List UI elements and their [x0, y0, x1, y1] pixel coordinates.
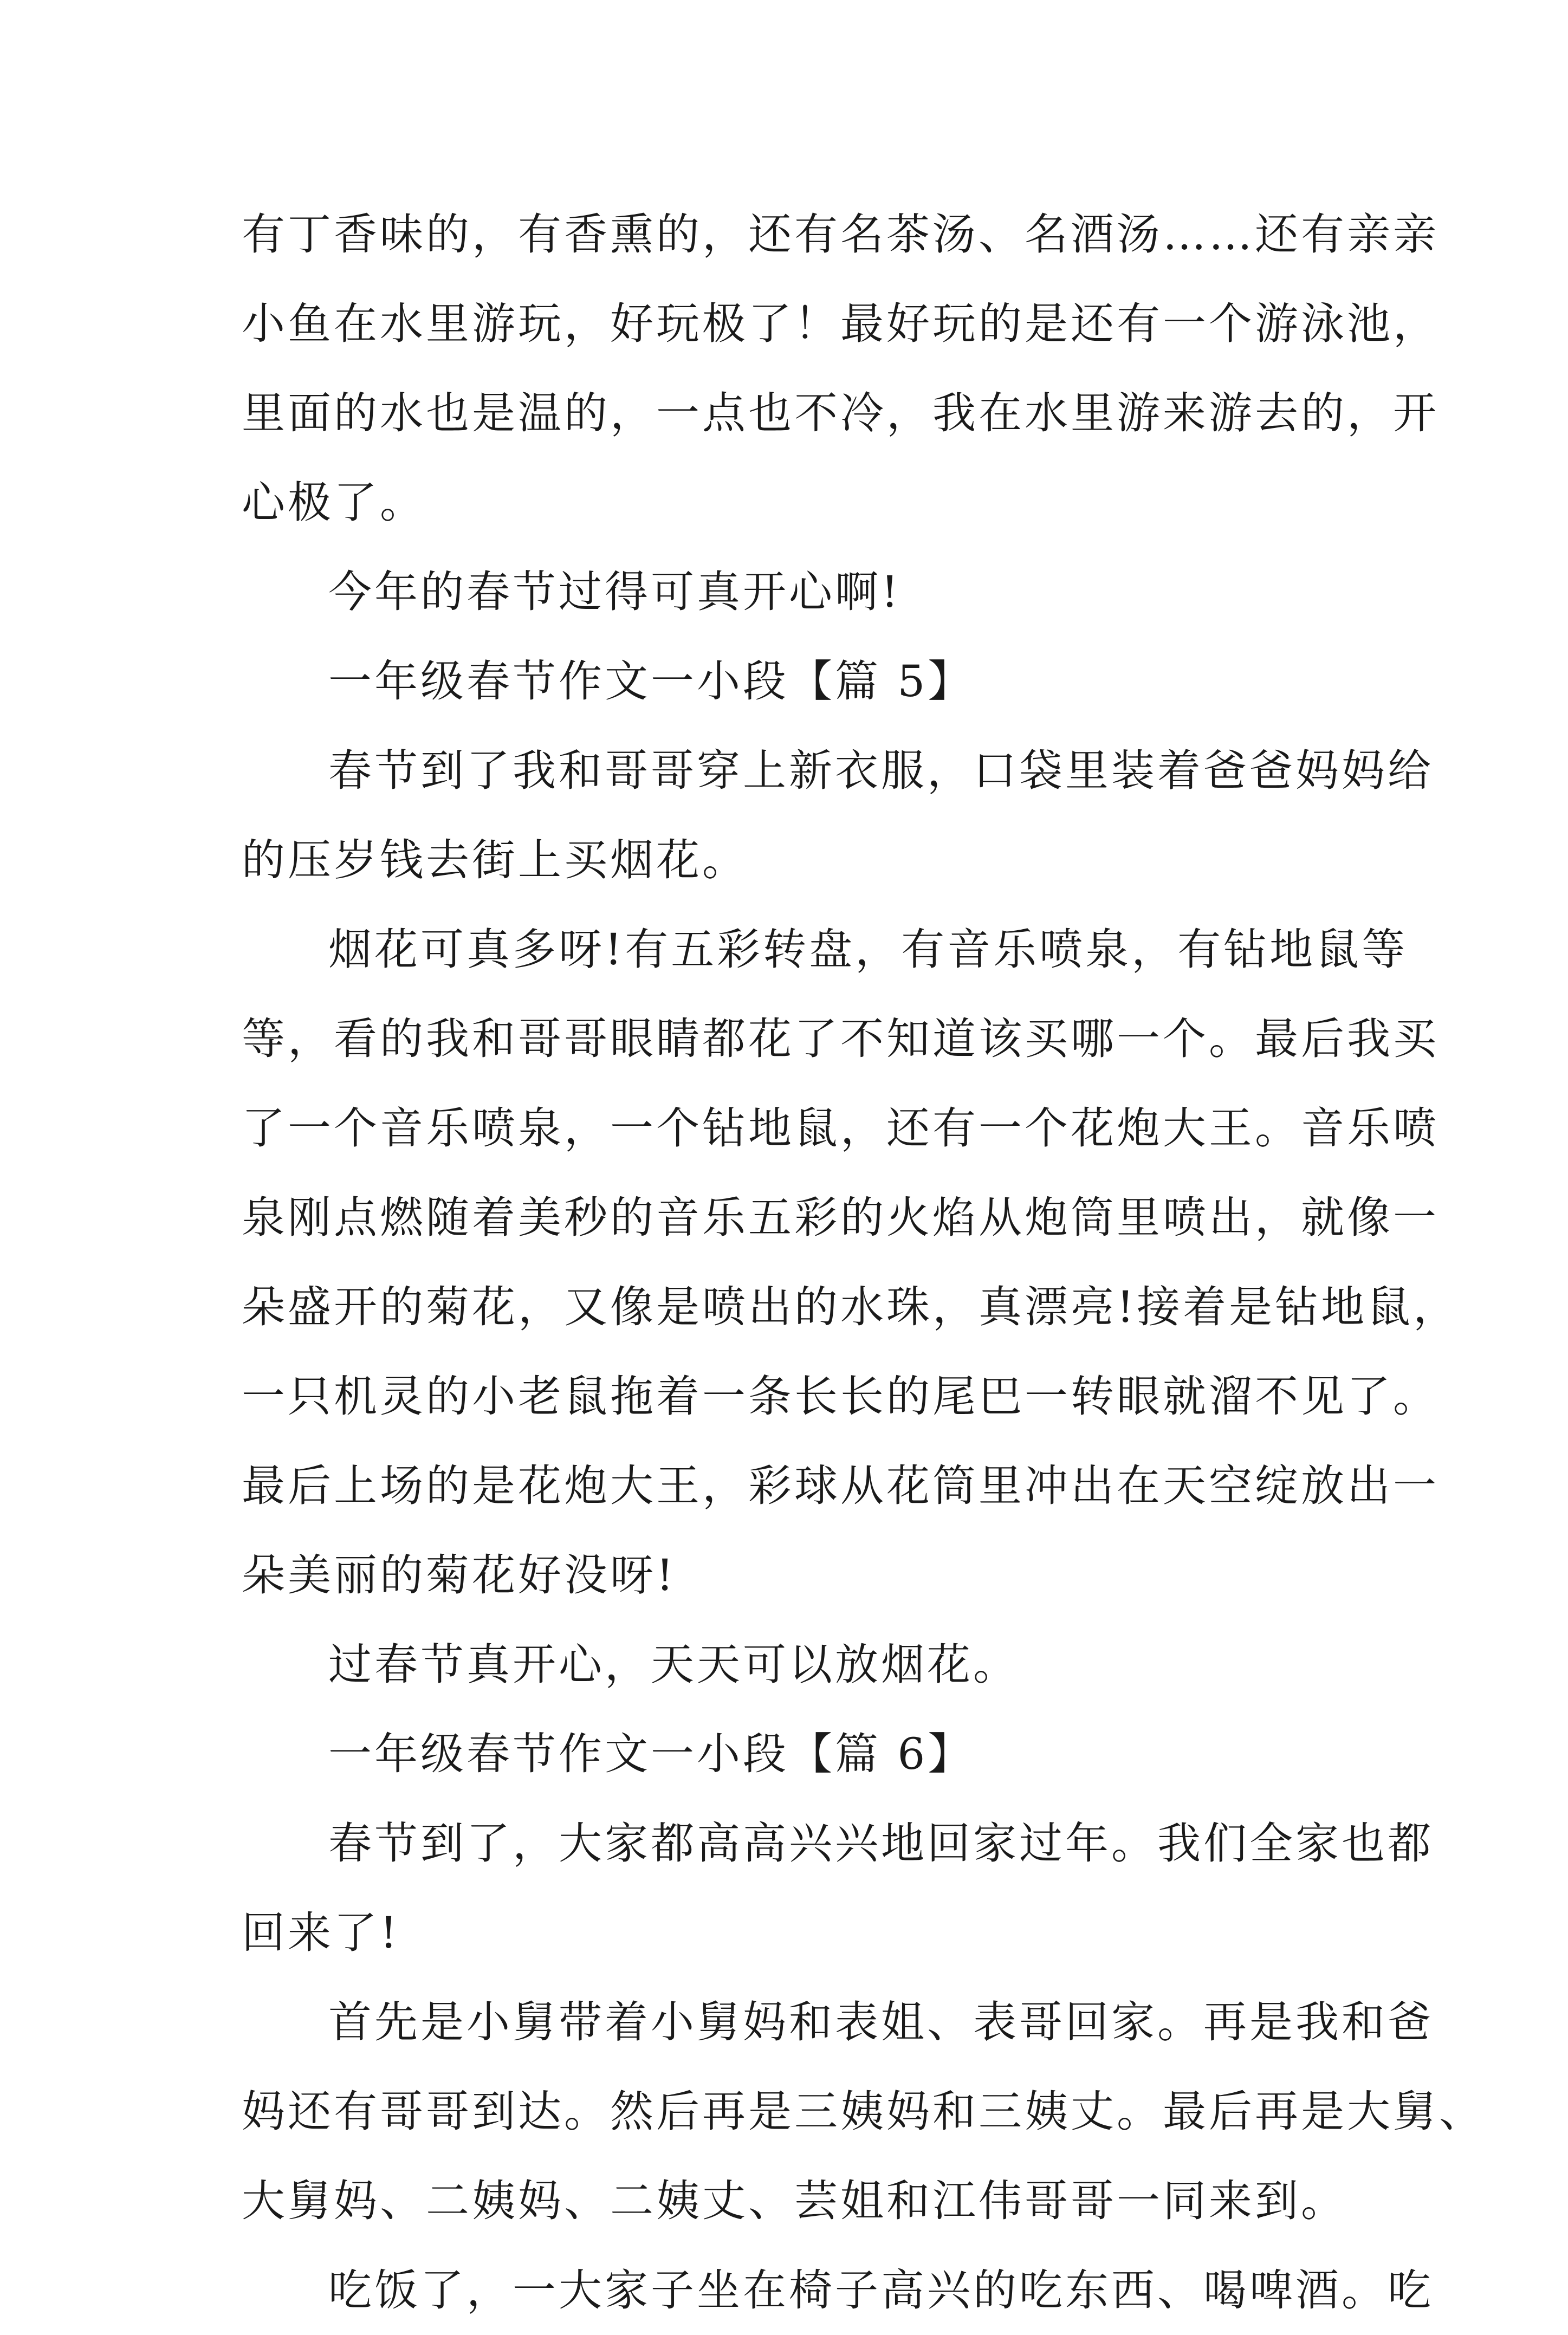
text-line-16: 朵美丽的菊花好没呀! [242, 1550, 677, 1600]
section-heading-5: 一年级春节作文一小段【篇 5】 [328, 656, 974, 706]
text-line-11: 了一个音乐喷泉，一个钻地鼠，还有一个花炮大王。音乐喷 [242, 1103, 1439, 1153]
text-line-19: 春节到了，大家都高高兴兴地回家过年。我们全家也都 [328, 1818, 1434, 1869]
text-line-24: 吃饭了，一大家子坐在椅子高兴的吃东西、喝啤酒。吃 [328, 2265, 1434, 2315]
text-line-21: 首先是小舅带着小舅妈和表姐、表哥回家。再是我和爸 [328, 1997, 1434, 2047]
text-line-9: 烟花可真多呀!有五彩转盘，有音乐喷泉，有钻地鼠等 [328, 924, 1408, 975]
text-line-3: 里面的水也是温的，一点也不冷，我在水里游来游去的，开 [242, 388, 1439, 438]
text-line-2: 小鱼在水里游玩，好玩极了！最好玩的是还有一个游泳池， [242, 299, 1439, 349]
text-line-22: 妈还有哥哥到达。然后再是三姨妈和三姨丈。最后再是大舅、 [242, 2086, 1485, 2137]
text-line-4: 心极了。 [242, 477, 426, 528]
text-line-12: 泉刚点燃随着美秒的音乐五彩的火焰从炮筒里喷出，就像一 [242, 1192, 1439, 1243]
text-line-15: 最后上场的是花炮大王，彩球从花筒里冲出在天空绽放出一 [242, 1461, 1439, 1511]
text-line-20: 回来了! [242, 1908, 400, 1958]
section-heading-6: 一年级春节作文一小段【篇 6】 [328, 1729, 974, 1779]
text-line-10: 等，看的我和哥哥眼睛都花了不知道该买哪一个。最后我买 [242, 1014, 1439, 1064]
text-line-8: 的压岁钱去街上买烟花。 [242, 835, 748, 885]
text-line-7: 春节到了我和哥哥穿上新衣服，口袋里装着爸爸妈妈给 [328, 745, 1434, 796]
text-line-5: 今年的春节过得可真开心啊! [328, 567, 902, 617]
text-line-13: 朵盛开的菊花，又像是喷出的水珠，真漂亮!接着是钻地鼠， [242, 1282, 1460, 1332]
document-body [242, 190, 1485, 2335]
text-line-23: 大舅妈、二姨妈、二姨丈、芸姐和江伟哥哥一同来到。 [242, 2176, 1347, 2226]
text-line-17: 过春节真开心，天天可以放烟花。 [328, 1639, 1019, 1690]
text-line-14: 一只机灵的小老鼠拖着一条长长的尾巴一转眼就溜不见了。 [242, 1371, 1439, 1422]
text-line-1: 有丁香味的，有香熏的，还有名茶汤、名酒汤……还有亲亲 [242, 209, 1439, 260]
